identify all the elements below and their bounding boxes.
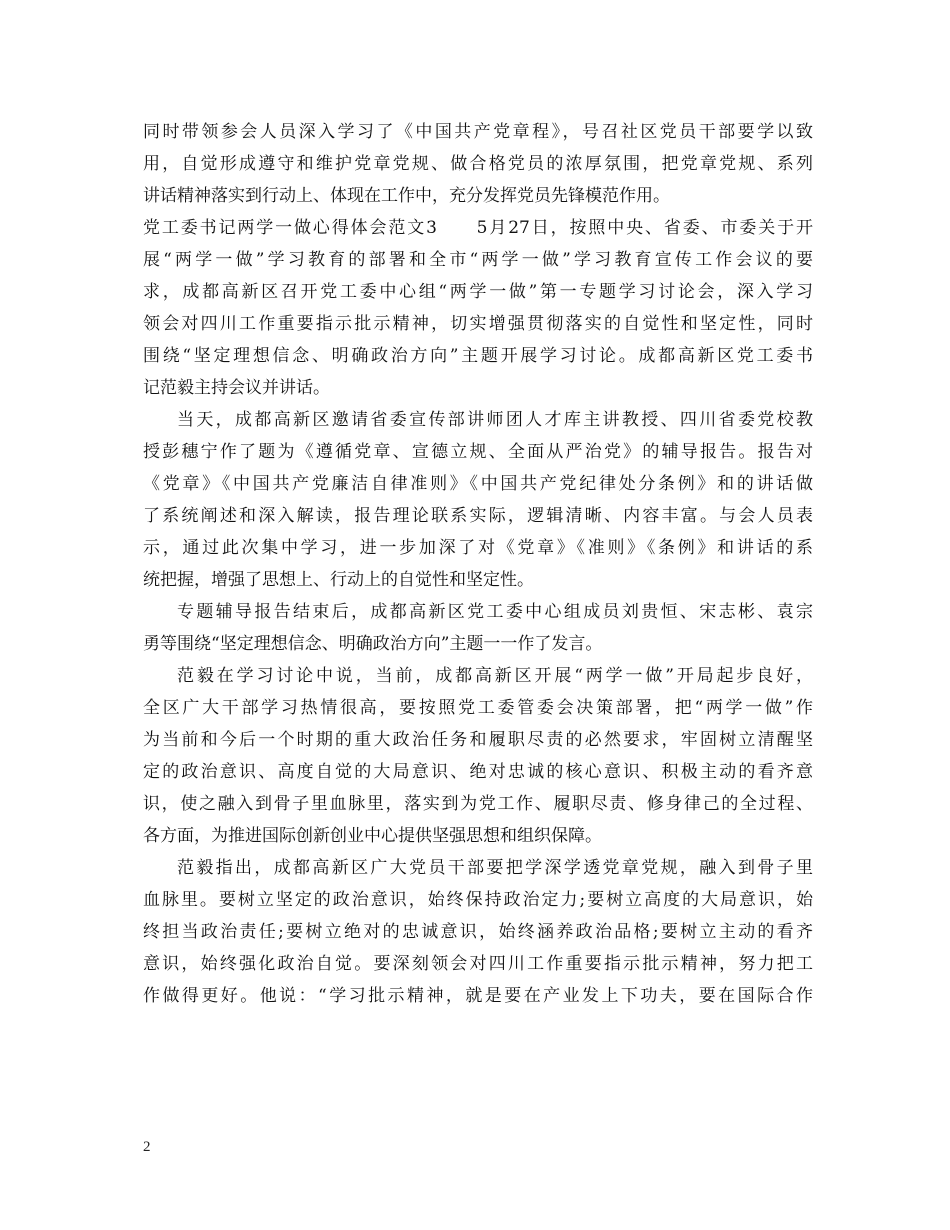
text-line: 了系统阐述和深入解读，报告理论联系实际，逻辑清晰、内容丰富。与会人员表	[143, 506, 813, 526]
text-line: 血脉里。要树立坚定的政治意识，始终保持政治定力;要树立高度的大局意识，始	[143, 890, 813, 910]
text-line: 围绕“坚定理想信念、明确政治方向”主题开展学习讨论。成都高新区党工委书	[143, 346, 813, 366]
text-line: 勇等围绕“坚定理想信念、明确政治方向”主题一一作了发言。	[143, 634, 603, 654]
text-line: 统把握，增强了思想上、行动上的自觉性和坚定性。	[143, 570, 534, 590]
text-line: 终担当政治责任;要树立绝对的忠诚意识，始终涵养政治品格;要树立主动的看齐	[143, 922, 813, 942]
text-line: 讲话精神落实到行动上、体现在工作中，充分发挥党员先锋模范作用。	[143, 186, 670, 206]
page-number: 2	[143, 1139, 151, 1155]
text-line: 为当前和今后一个时期的重大政治任务和履职尽责的必然要求，牢固树立清醒坚	[143, 730, 813, 750]
text-line: 求，成都高新区召开党工委中心组“两学一做”第一专题学习讨论会，深入学习	[143, 282, 813, 302]
body-text	[143, 116, 813, 1012]
text-line: 展“两学一做”学习教育的部署和全市“两学一做”学习教育宣传工作会议的要	[143, 250, 813, 270]
text-line: 专题辅导报告结束后，成都高新区党工委中心组成员刘贵恒、宋志彬、袁宗	[177, 602, 813, 622]
text-line: 当天，成都高新区邀请省委宣传部讲师团人才库主讲教授、四川省委党校教	[177, 410, 813, 430]
text-line: 党工委书记两学一做心得体会范文3 5月27日，按照中央、省委、市委关于开	[143, 218, 813, 238]
text-line: 定的政治意识、高度自觉的大局意识、绝对忠诚的核心意识、积极主动的看齐意	[143, 762, 813, 782]
text-line: 各方面，为推进国际创新创业中心提供坚强思想和组织保障。	[143, 826, 602, 846]
text-line: 授彭穗宁作了题为《遵循党章、宣德立规、全面从严治党》的辅导报告。报告对	[143, 442, 813, 462]
text-line: 示，通过此次集中学习，进一步加深了对《党章》《准则》《条例》和讲话的系	[143, 538, 813, 558]
text-line: 范毅指出，成都高新区广大党员干部要把学深学透党章党规，融入到骨子里	[177, 858, 813, 878]
text-line: 识，使之融入到骨子里血脉里，落实到为党工作、履职尽责、修身律己的全过程、	[143, 794, 813, 814]
text-line: 作做得更好。他说：“学习批示精神，就是要在产业发上下功夫，要在国际合作	[143, 986, 813, 1006]
text-line: 《党章》《中国共产党廉洁自律准则》《中国共产党纪律处分条例》和的讲话做	[143, 474, 813, 494]
text-line: 范毅在学习讨论中说，当前，成都高新区开展“两学一做”开局起步良好，	[177, 666, 813, 686]
text-line: 用，自觉形成遵守和维护党章党规、做合格党员的浓厚氛围，把党章党规、系列	[143, 154, 813, 174]
text-line: 领会对四川工作重要指示批示精神，切实增强贯彻落实的自觉性和坚定性，同时	[143, 314, 813, 334]
text-line: 记范毅主持会议并讲话。	[143, 378, 330, 398]
text-line: 同时带领参会人员深入学习了《中国共产党章程》，号召社区党员干部要学以致	[143, 122, 813, 142]
text-line: 全区广大干部学习热情很高，要按照党工委管委会决策部署，把“两学一做”作	[143, 698, 813, 718]
text-line: 意识，始终强化政治自觉。要深刻领会对四川工作重要指示批示精神，努力把工	[143, 954, 813, 974]
